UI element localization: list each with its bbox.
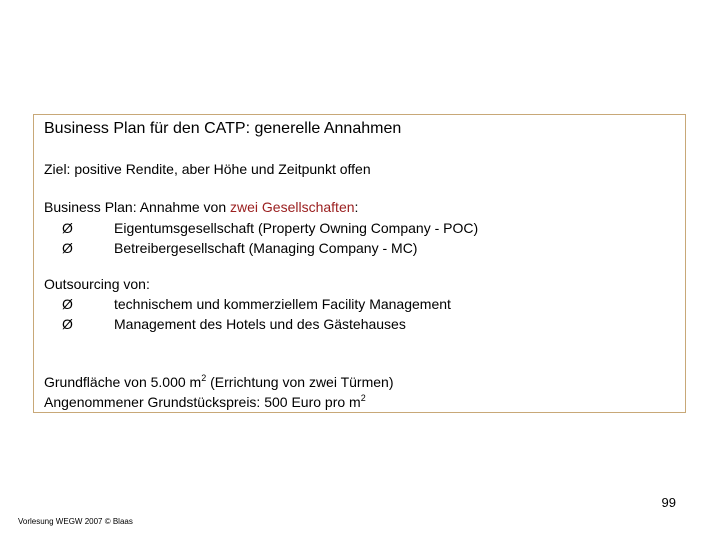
area-prefix: Grundfläche von 5.000 m <box>44 374 202 390</box>
slide-title: Business Plan für den CATP: generelle Annahmen <box>44 120 402 137</box>
arrow-bullet-icon: Ø <box>62 316 73 332</box>
goal-line: Ziel: positive Rendite, aber Höhe und Zeitpunkt offen <box>44 161 371 177</box>
price-superscript: 2 <box>360 393 366 403</box>
outsourcing-label: Outsourcing von: <box>44 276 150 292</box>
arrow-bullet-icon: Ø <box>62 240 73 256</box>
bp-item: Betreibergesellschaft (Managing Company - MC) <box>114 240 418 256</box>
price-prefix: Angenommener Grundstückspreis: 500 Euro pro m <box>44 394 361 410</box>
content-box <box>33 114 686 413</box>
footer-text: Vorlesung WEGW 2007 © Blaas <box>18 517 133 526</box>
page-number: 99 <box>661 495 676 510</box>
outsourcing-item: technischem und kommerziellem Facility Management <box>114 296 451 312</box>
area-suffix: (Errichtung von zwei Türmen) <box>206 374 394 390</box>
area-line <box>44 373 393 390</box>
bp-item: Eigentumsgesellschaft (Property Owning Company - POC) <box>114 220 479 236</box>
outsourcing-item: Management des Hotels und des Gästehauses <box>114 316 406 332</box>
business-plan-highlight: zwei Gesellschaften <box>230 199 355 215</box>
business-plan-line <box>44 199 358 215</box>
arrow-bullet-icon: Ø <box>62 220 73 236</box>
business-plan-suffix: : <box>354 199 359 215</box>
price-line <box>44 393 366 410</box>
business-plan-prefix: Business Plan: Annahme von <box>44 199 231 215</box>
arrow-bullet-icon: Ø <box>62 296 73 312</box>
area-superscript: 2 <box>201 373 207 383</box>
